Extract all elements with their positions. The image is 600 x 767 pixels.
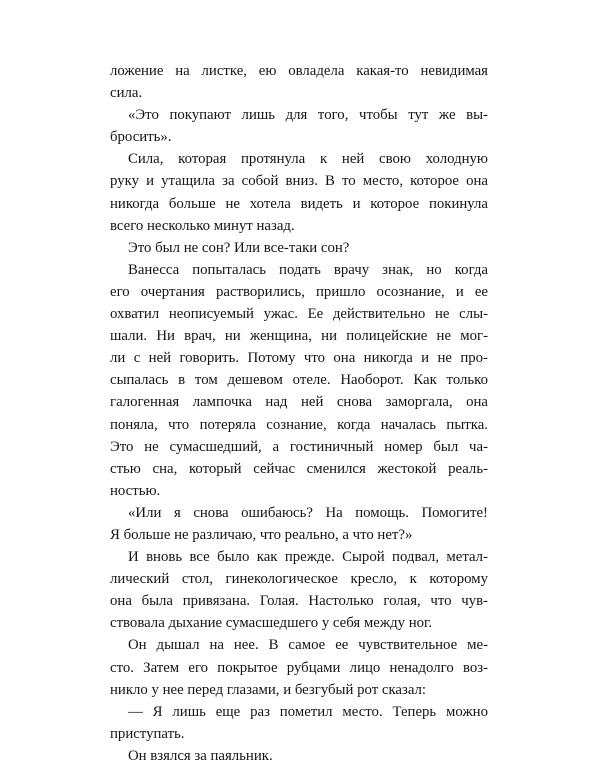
- text-line: Я больше не различаю, что реально, а что нет?»: [110, 526, 413, 543]
- text-line: руку и утащила за собой вниз. В то место, которое она: [110, 173, 488, 190]
- text-line: И вновь все было как прежде. Сырой подвал, метал-: [128, 549, 488, 566]
- text-line: Это не сумасшедший, а гостиничный номер был ча-: [110, 438, 488, 455]
- text-line: ностью.: [110, 482, 161, 499]
- text-line: поняла, что потеряла сознание, когда началась пытка.: [110, 416, 488, 433]
- text-line: Сила, которая протянула к ней свою холодную: [128, 151, 488, 168]
- text-line: его очертания растворились, пришло осознание, и ее: [110, 283, 488, 300]
- text-line: Это был не сон? Или все-таки сон?: [128, 239, 350, 256]
- text-line: — Я лишь еще раз пометил место. Теперь можно: [128, 703, 488, 720]
- text-line: галогенная лампочка над ней снова заморгала, она: [110, 394, 488, 411]
- text-line: никогда больше не хотела видеть и которое покинула: [110, 195, 488, 212]
- text-line: ствовала дыхание сумасшедшего у себя между ног.: [110, 615, 433, 632]
- text-line: сила.: [110, 85, 143, 102]
- text-line: охватил неописуемый ужас. Ее действительно не слы-: [110, 306, 488, 323]
- text-line: «Это покупают лишь для того, чтобы тут же вы-: [128, 107, 488, 124]
- body-text: [110, 60, 488, 767]
- text-line: «Или я снова ошибаюсь? На помощь. Помогите!: [128, 504, 488, 521]
- text-line: всего несколько минут назад.: [110, 217, 295, 234]
- text-line: шали. Ни врач, ни женщина, ни полицейские не мог-: [110, 328, 488, 345]
- text-line: Ванесса попыталась подать врачу знак, но когда: [128, 261, 488, 278]
- text-line: сыпалась в том дешевом отеле. Наоборот. Как только: [110, 372, 488, 389]
- text-line: Он дышал на нее. В самое ее чувствительное ме-: [128, 637, 488, 654]
- text-line: Он взялся за паяльник.: [128, 747, 273, 764]
- text-line: приступать.: [110, 725, 185, 742]
- text-line: она была привязана. Голая. Настолько голая, что чув-: [110, 593, 488, 610]
- text-line: стью сна, который сейчас сменился жестокой реаль-: [110, 460, 488, 477]
- text-line: лический стол, гинекологическое кресло, к которому: [110, 571, 488, 588]
- text-line: ли с ней говорить. Потому что она никогда и не про-: [110, 350, 488, 367]
- text-line: сто. Затем его покрытое рубцами лицо ненадолго воз-: [110, 659, 488, 676]
- text-line: ложение на листке, ею овладела какая-то невидимая: [110, 63, 488, 79]
- text-line: бросить».: [110, 129, 172, 146]
- text-line: никло у нее перед глазами, и безгубый рот сказал:: [110, 681, 427, 698]
